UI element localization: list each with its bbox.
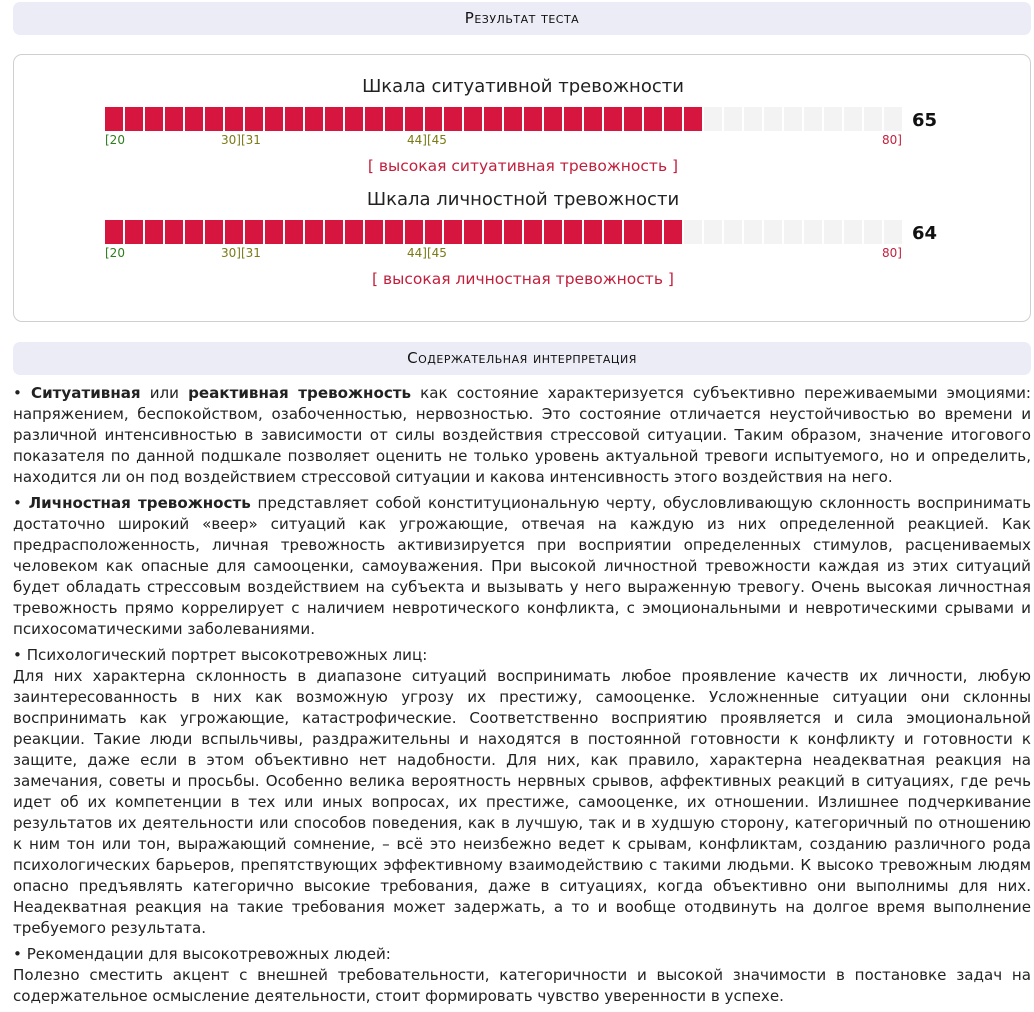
bar-segment-empty	[864, 107, 882, 131]
bar-segment-filled	[644, 107, 662, 131]
bar-segment-filled	[245, 107, 263, 131]
bar-segment-filled	[105, 107, 123, 131]
result-section-header: Результат теста	[13, 2, 1031, 35]
bar-segment-filled	[584, 220, 602, 244]
paragraph-text: представляет собой конституциональную черту, обусловливающую склонность воспринимать достаточно широкий «веер» ситуаций как угрожающие, отвечая на каждую из них определенной реакцией. Как предрасположенность, личная тревожность активизируется при восприятии определенных стимулов, расцениваемых человеком как опасные для самооценки, самоуважения. При высокой личностной тревожности каждая из этих ситуаций будет обладать стрессовым воздействием на субъекта и вызывать у него выраженную тревогу. Очень высокая личностная тревожность прямо коррелирует с наличием невротического конфликта, с эмоциональными и невротическими срывами и психосоматическими заболеваниями.	[13, 494, 1031, 638]
bar-segment-filled	[285, 107, 303, 131]
bar-segment-filled	[305, 220, 323, 244]
scale-score: 64	[912, 223, 938, 244]
scale-score: 65	[912, 110, 938, 131]
conjunction: или	[140, 384, 189, 402]
bar-segment-filled	[185, 107, 203, 131]
bar-segment-filled	[405, 107, 423, 131]
bar-segment-filled	[484, 107, 502, 131]
bar-segment-filled	[385, 220, 403, 244]
bar-segment-filled	[444, 220, 462, 244]
bar-segment-filled	[624, 107, 642, 131]
bar-segment-filled	[464, 107, 482, 131]
bar-segment-empty	[724, 220, 742, 244]
bar-segment-filled	[644, 220, 662, 244]
bar-segment-filled	[345, 220, 363, 244]
bar-segment-filled	[664, 107, 682, 131]
bar-segment-empty	[784, 107, 802, 131]
result-panel	[13, 54, 1031, 322]
bar-segment-empty	[764, 220, 782, 244]
bar-segment-empty	[704, 107, 722, 131]
bar-segment-empty	[744, 220, 762, 244]
bar-segment-filled	[325, 107, 343, 131]
bar-segment-filled	[564, 107, 582, 131]
interpretation-section-header: Содержательная интерпретация	[13, 342, 1031, 375]
term: Личностная тревожность	[28, 494, 251, 512]
bar-segment-filled	[684, 107, 702, 131]
bar-segment-filled	[165, 107, 183, 131]
paragraph-text: как состояние характеризуется субъективно переживаемыми эмоциями: напряжением, беспокойством, озабоченностью, нервозностью. Это состояние отличается неустойчивостью во времени и различной интенсивностью в зависимости от силы воздействия стрессовой ситуации. Таким образом, значение итогового показателя по данной подшкале позволяет оценить не только уровень актуальной тревоги испытуемого, но и определить, находится ли он под воздействием стрессовой ситуации и какова интенсивность этого воздействия на него.	[13, 384, 1031, 486]
bar-segment-empty	[784, 220, 802, 244]
bar-segment-filled	[165, 220, 183, 244]
term: Ситуативная	[31, 384, 141, 402]
bullet: •	[13, 384, 32, 402]
bar-segment-filled	[564, 220, 582, 244]
bar-segment-empty	[884, 107, 902, 131]
bar-segment-empty	[764, 107, 782, 131]
bar-segment-filled	[225, 220, 243, 244]
personal-anxiety-paragraph	[13, 493, 1031, 640]
bar-segment-filled	[604, 220, 622, 244]
recommendations-paragraph	[13, 944, 1031, 1007]
bar-segment-filled	[185, 220, 203, 244]
bar-segment-filled	[325, 220, 343, 244]
tick-label: 80]	[882, 246, 902, 260]
bar-segment-filled	[125, 220, 143, 244]
bar-segment-filled	[664, 220, 682, 244]
bar-segment-filled	[425, 107, 443, 131]
tick-label: 80]	[882, 133, 902, 147]
bar-segment-empty	[804, 107, 822, 131]
bullet: •	[13, 494, 29, 512]
scale-title: Шкала ситуативной тревожности	[362, 76, 684, 97]
bar-segment-filled	[504, 107, 522, 131]
bar-segment-filled	[524, 107, 542, 131]
scale-bar	[105, 107, 902, 131]
bar-segment-filled	[365, 107, 383, 131]
bar-segment-filled	[604, 107, 622, 131]
bar-segment-filled	[285, 220, 303, 244]
tick-label: 44][45	[407, 246, 447, 260]
term: реактивная тревожность	[188, 384, 412, 402]
bar-segment-empty	[824, 220, 842, 244]
bar-segment-filled	[265, 220, 283, 244]
bar-segment-filled	[405, 220, 423, 244]
bar-segment-filled	[265, 107, 283, 131]
paragraph-text: Для них характерна склонность в диапазоне ситуаций воспринимать любое проявление качеств их личности, любую заинтересованность в них как возможную угрозу их престижу, самооценке. Усложненные ситуации они склонны воспринимать как угрожающие, катастрофические. Соответственно восприятию проявляется и сила эмоциональной реакции. Такие люди вспыльчивы, раздражительны и находятся в постоянной готовности к конфликту и готовности к защите, даже если в этом объективно нет надобности. Для них, как правило, характерна неадекватная реакция на замечания, советы и просьбы. Особенно велика вероятность нервных срывов, аффективных реакций в ситуациях, где речь идет об их компетенции в тех или иных вопросах, их престиже, самооценке, их отношении. Излишнее подчеркивание результатов их деятельности или способов поведения, как в лучшую, так и в худшую сторону, категоричный по отношению к ним тон или тон, выражающий сомнение, – всё это неизбежно ведет к срывам, конфликтам, созданию различного рода психологических барьеров, препятствующих эффективному взаимодействию с такими людьми. К высоко тревожным людям опасно предъявлять категорично высокие требования, даже в ситуациях, когда объективно они выполнимы для них. Неадекватная реакция на такие требования может задержать, а то и вообще отодвинуть на долгое время выполнение требуемого результата.	[13, 667, 1031, 937]
scale-verdict: [ высокая личностная тревожность ]	[372, 270, 674, 288]
bar-segment-filled	[105, 220, 123, 244]
bar-segment-filled	[524, 220, 542, 244]
bar-segment-filled	[245, 220, 263, 244]
bar-segment-empty	[844, 220, 862, 244]
bar-segment-filled	[584, 107, 602, 131]
paragraph-text: Полезно сместить акцент с внешней требовательности, категоричности и высокой значимости в постановке задач на содержательное осмысление деятельности, стоит формировать чувство уверенности в успехе.	[13, 966, 1031, 1005]
bar-segment-filled	[504, 220, 522, 244]
bar-segment-filled	[225, 107, 243, 131]
bar-segment-empty	[864, 220, 882, 244]
bar-segment-filled	[464, 220, 482, 244]
bar-segment-filled	[205, 107, 223, 131]
paragraph-heading: • Рекомендации для высокотревожных людей:	[13, 945, 391, 963]
bar-segment-filled	[544, 107, 562, 131]
tick-label: 30][31	[221, 133, 261, 147]
tick-label: 44][45	[407, 133, 447, 147]
bar-segment-filled	[624, 220, 642, 244]
bar-segment-empty	[684, 220, 702, 244]
bar-segment-filled	[385, 107, 403, 131]
bar-segment-empty	[724, 107, 742, 131]
bar-segment-filled	[544, 220, 562, 244]
bar-segment-empty	[804, 220, 822, 244]
bar-segment-empty	[704, 220, 722, 244]
bar-segment-filled	[425, 220, 443, 244]
scale-verdict: [ высокая ситуативная тревожность ]	[367, 157, 679, 175]
bar-segment-filled	[205, 220, 223, 244]
situational-anxiety-paragraph	[13, 383, 1031, 488]
bar-segment-filled	[145, 107, 163, 131]
bar-segment-filled	[484, 220, 502, 244]
paragraph-heading: • Психологический портрет высокотревожных лиц:	[13, 646, 428, 664]
bar-segment-filled	[365, 220, 383, 244]
tick-label: [20	[105, 133, 125, 147]
scale-title: Шкала личностной тревожности	[366, 189, 680, 210]
bar-segment-filled	[125, 107, 143, 131]
tick-label: 30][31	[221, 246, 261, 260]
scale-bar	[105, 220, 902, 244]
portrait-paragraph	[13, 645, 1031, 939]
bar-segment-empty	[824, 107, 842, 131]
bar-segment-filled	[305, 107, 323, 131]
tick-label: [20	[105, 246, 125, 260]
bar-segment-empty	[884, 220, 902, 244]
bar-segment-empty	[844, 107, 862, 131]
bar-segment-filled	[345, 107, 363, 131]
interpretation-content	[13, 383, 1031, 1012]
bar-segment-empty	[744, 107, 762, 131]
bar-segment-filled	[444, 107, 462, 131]
bar-segment-filled	[145, 220, 163, 244]
